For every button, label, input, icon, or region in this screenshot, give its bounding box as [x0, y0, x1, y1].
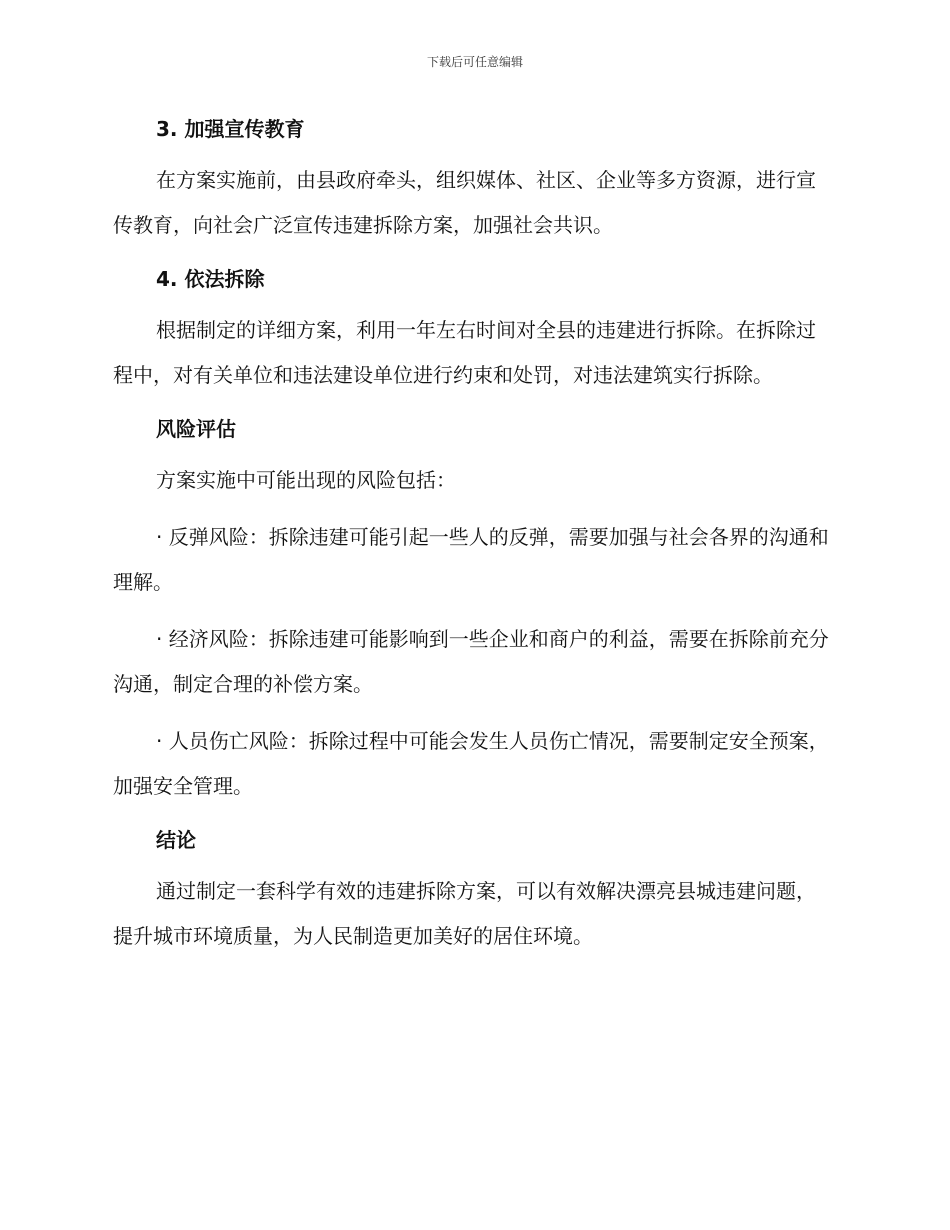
paragraph-demolition: 根据制定的详细方案，利用一年左右时间对全县的违建进行拆除。在拆除过程中，对有关单位和违法建设单位进行约束和处罚，对违法建筑实行拆除。 [113, 318, 816, 387]
list-item-economic-risk: · 经济风险：拆除违建可能影响到一些企业和商户的利益，需要在拆除前充分沟通，制定合理的补偿方案。 [113, 627, 829, 696]
paragraph-risk-intro: 方案实施中可能出现的风险包括： [156, 468, 456, 492]
document-body [113, 112, 833, 959]
section-heading-demolition: 4. 依法拆除 [156, 267, 265, 291]
section-heading-risk: 风险评估 [156, 417, 236, 441]
list-item-rebound-risk: · 反弹风险：拆除违建可能引起一些人的反弹，需要加强与社会各界的沟通和理解。 [113, 525, 829, 594]
page-header: 下载后可任意编辑 [426, 55, 523, 69]
section-heading-conclusion: 结论 [156, 828, 196, 852]
list-item-casualty-risk: · 人员伤亡风险：拆除过程中可能会发生人员伤亡情况，需要制定安全预案，加强安全管理。 [113, 729, 829, 798]
paragraph-publicity: 在方案实施前，由县政府牵头，组织媒体、社区、企业等多方资源，进行宣传教育，向社会广泛宣传违建拆除方案，加强社会共识。 [113, 168, 816, 237]
section-heading-publicity: 3. 加强宣传教育 [156, 117, 305, 141]
paragraph-conclusion: 通过制定一套科学有效的违建拆除方案，可以有效解决漂亮县城违建问题，提升城市环境质量，为人民制造更加美好的居住环境。 [113, 879, 816, 948]
